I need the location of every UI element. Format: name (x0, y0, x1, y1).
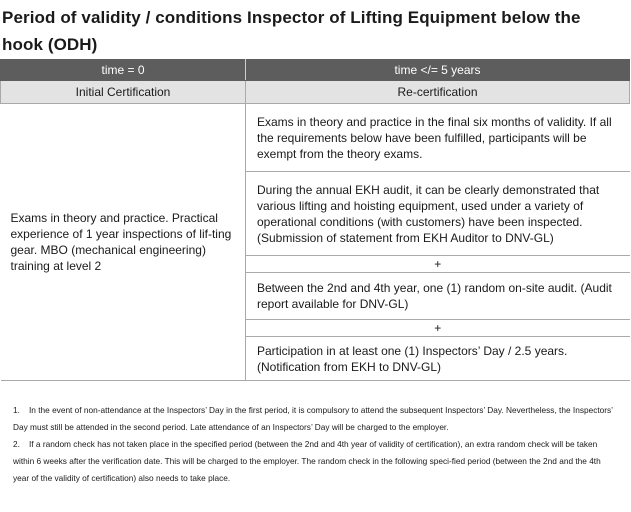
footnote-number: 1. (13, 405, 20, 415)
header-time-zero: time = 0 (1, 60, 246, 81)
table-subheader-row (1, 81, 630, 104)
recert-item-exams: Exams in theory and practice in the final six months of validity. If all the requirements below have been fulfilled, participants will be exempt from the theory exams. (246, 104, 630, 172)
plus-separator: + (246, 320, 630, 337)
page-title: Period of validity / conditions Inspector of Lifting Equipment below the hook (ODH) (2, 8, 581, 54)
recert-item-random-audit: Between the 2nd and 4th year, one (1) random on-site audit. (Audit report available for DNV-GL) (246, 273, 630, 320)
plus-separator: + (246, 256, 630, 273)
footnote-text: In the event of non-attendance at the Inspectors’ Day in the first period, it is compulsory to attend the subsequent Inspectors’ Day. Nevertheless, the Inspectors’ Day must still be attended in the second period. Late attendance of an Inspectors’ Day will be charged to the employer. (13, 405, 613, 432)
subheader-re-certification: Re-certification (246, 81, 630, 104)
header-time-five-years: time </= 5 years (246, 60, 630, 81)
footnote-item (13, 402, 619, 436)
validity-table (0, 59, 630, 381)
recert-item-inspectors-day: Participation in at least one (1) Inspectors’ Day / 2.5 years. (Notification from EKH to DNV-GL) (246, 337, 630, 381)
footnote-text: If a random check has not taken place in the specified period (between the 2nd and 4th year of validity of certification), an extra random check will be taken within 6 weeks after the verification date. This will be charged to the employer. The random check in the following speci-fied period (between the 2nd and the 4th year of the validity of certification) also needs to take place. (13, 439, 601, 483)
initial-requirements-cell: Exams in theory and practice. Practical experience of 1 year inspections of lif-ting gear. MBO (mechanical engineering) training at level 2 (1, 104, 246, 381)
recert-item-annual-audit: During the annual EKH audit, it can be clearly demonstrated that various lifting and hoisting equipment, used under a variety of operational conditions (with customers) have been inspected. (Submission of statement from EKH Auditor to DNV-GL) (246, 172, 630, 256)
table-row (1, 104, 630, 172)
subheader-initial-certification: Initial Certification (1, 81, 246, 104)
table-header-row (1, 60, 630, 81)
footnote-item (13, 436, 619, 487)
footnotes (13, 402, 619, 487)
footnote-number: 2. (13, 439, 20, 449)
